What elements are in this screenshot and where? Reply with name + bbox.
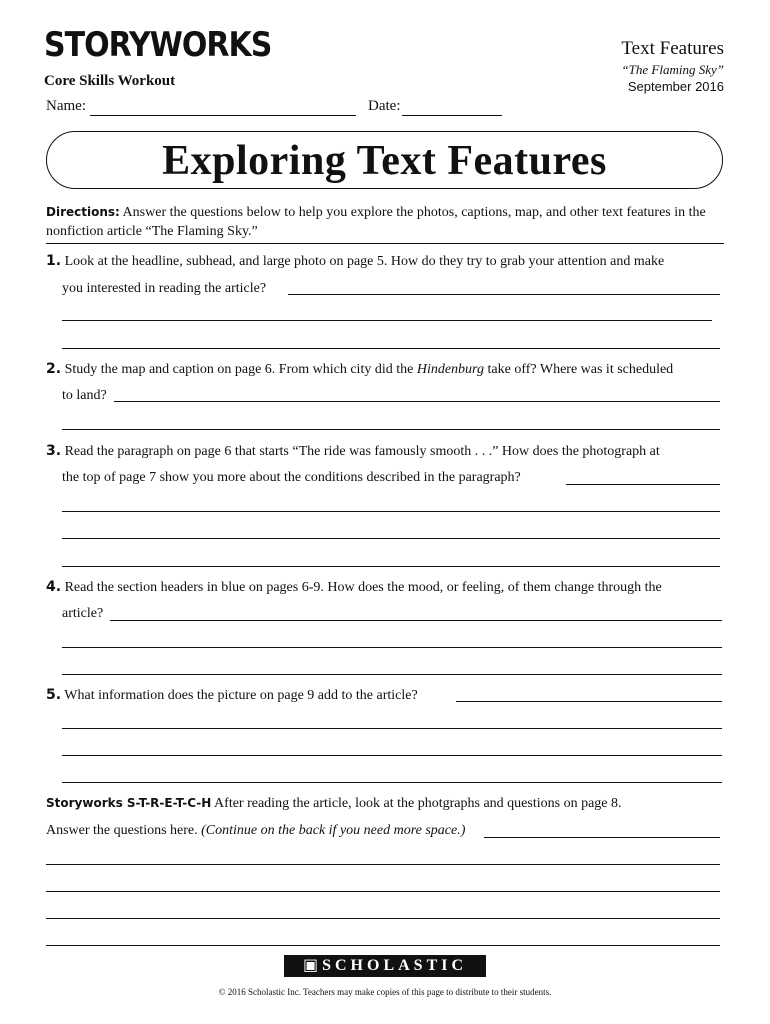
date-label: Date: xyxy=(368,98,401,114)
question-number: 4. xyxy=(46,579,62,595)
question-number: 1. xyxy=(46,253,62,269)
answer-line[interactable] xyxy=(62,429,720,430)
question-text: take off? Where was it scheduled xyxy=(484,362,674,377)
ship-name: Hindenburg xyxy=(416,362,484,377)
storyworks-logo: STORYWORKS xyxy=(44,26,272,66)
directions xyxy=(46,203,726,241)
question-2-cont: to land? xyxy=(62,388,107,403)
answer-line[interactable] xyxy=(456,701,722,702)
question-text: What information does the picture on page 9 add to the article? xyxy=(61,688,418,703)
answer-line[interactable] xyxy=(62,348,720,349)
answer-line[interactable] xyxy=(62,538,720,539)
question-5 xyxy=(46,687,418,704)
book-icon: ▣ xyxy=(302,957,319,974)
divider xyxy=(46,243,724,244)
answer-line[interactable] xyxy=(114,401,720,402)
answer-line[interactable] xyxy=(484,837,720,838)
directions-text: Answer the questions below to help you explore the photos, captions, map, and other text features in the nonfiction article “The Flaming Sky.” xyxy=(46,205,706,239)
answer-line[interactable] xyxy=(62,511,720,512)
answer-line[interactable] xyxy=(288,294,720,295)
question-number: 2. xyxy=(46,361,62,377)
answer-line[interactable] xyxy=(62,755,722,756)
question-text: Read the paragraph on page 6 that starts “The ride was famously smooth . . .” How does the photograph at xyxy=(61,444,660,459)
question-1 xyxy=(46,253,664,270)
stretch-prompt xyxy=(46,796,622,812)
answer-line[interactable] xyxy=(62,782,722,783)
question-4 xyxy=(46,579,662,596)
answer-line[interactable] xyxy=(62,566,720,567)
answer-line[interactable] xyxy=(110,620,722,621)
answer-line[interactable] xyxy=(62,674,722,675)
question-3-cont: the top of page 7 show you more about the conditions described in the paragraph? xyxy=(62,470,521,485)
stretch-text: Answer the questions here. xyxy=(46,823,202,838)
question-text: Look at the headline, subhead, and large photo on page 5. How do they try to grab your attention and make xyxy=(61,254,665,269)
answer-line[interactable] xyxy=(62,320,712,321)
answer-line[interactable] xyxy=(62,647,722,648)
date-field[interactable] xyxy=(402,115,502,116)
question-text: Study the map and caption on page 6. From which city did the xyxy=(61,362,417,377)
article-name: “The Flaming Sky” xyxy=(621,62,724,77)
question-4-cont: article? xyxy=(62,606,104,621)
issue-date: September 2016 xyxy=(627,79,724,94)
name-label: Name: xyxy=(46,98,86,114)
answer-line[interactable] xyxy=(46,891,720,892)
answer-line[interactable] xyxy=(46,864,720,865)
subtitle: Core Skills Workout xyxy=(44,73,176,89)
publisher-name: SCHOLASTIC xyxy=(322,957,468,974)
stretch-text: After reading the article, look at the photgraphs and questions on page 8. xyxy=(211,796,622,811)
answer-line[interactable] xyxy=(62,728,722,729)
copyright: © 2016 Scholastic Inc. Teachers may make copies of this page to distribute to their students. xyxy=(218,987,552,997)
page-title: Exploring Text Features xyxy=(162,138,607,184)
answer-line[interactable] xyxy=(46,918,720,919)
name-field[interactable] xyxy=(90,115,356,116)
answer-line[interactable] xyxy=(46,945,720,946)
question-3 xyxy=(46,443,660,460)
answer-line[interactable] xyxy=(566,484,720,485)
directions-label: Directions: xyxy=(46,205,120,219)
question-number: 3. xyxy=(46,443,62,459)
skill-heading: Text Features xyxy=(621,38,724,59)
stretch-prompt-cont xyxy=(46,823,465,839)
question-2 xyxy=(46,361,673,378)
question-text: Read the section headers in blue on pages 6-9. How does the mood, or feeling, of them change through the xyxy=(61,580,662,595)
question-1-cont: you interested in reading the article? xyxy=(62,281,267,296)
question-number: 5. xyxy=(46,687,62,703)
scholastic-logo xyxy=(284,955,486,977)
stretch-label: Storyworks S-T-R-E-T-C-H xyxy=(46,796,212,810)
stretch-note: (Continue on the back if you need more space.) xyxy=(201,823,466,838)
